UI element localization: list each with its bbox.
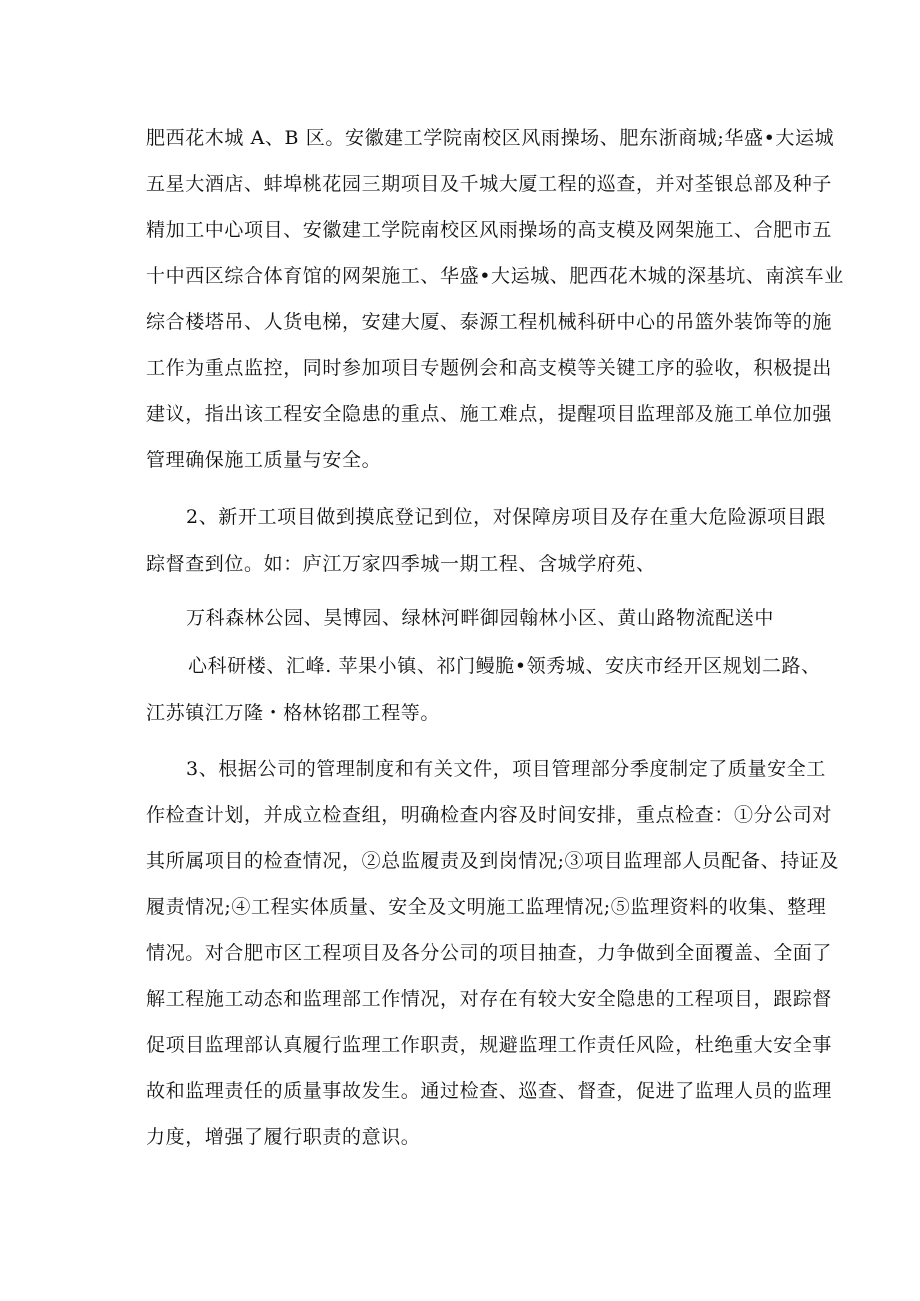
paragraph-1-line-5: 综合楼塔吊、人货电梯，安建大厦、泰源工程机械科研中心的吊篮外装饰等的施 — [146, 311, 833, 333]
paragraph-3-line-9: 力度，增强了履行职责的意识。 — [146, 1126, 421, 1148]
paragraph-1-line-4: 十中西区综合体育馆的网架施工、华盛•大运城、肥西花木城的深基坑、南滨车业 — [146, 265, 844, 287]
paragraph-2-line-2: 踪督查到位。如：庐江万家四季城一期工程、含城学府苑、 — [146, 553, 656, 575]
paragraph-3-line-3: 其所属项目的检查情况，②总监履责及到岗情况;③项目监理部人员配备、持证及 — [146, 850, 840, 872]
paragraph-3-line-5: 情况。对合肥市区工程项目及各分公司的项目抽查，力争做到全面覆盖、全面了 — [146, 942, 833, 964]
paragraph-3-line-7: 促项目监理部认真履行监理工作职责，规避监理工作责任风险，杜绝重大安全事 — [146, 1034, 833, 1056]
paragraph-3-line-2: 作检查计划，并成立检查组，明确检查内容及时间安排，重点检查：①分公司对 — [146, 804, 833, 826]
paragraph-2-line-4: 心科研楼、汇峰. 苹果小镇、祁门鳗脆•领秀城、安庆市经开区规划二路、 — [188, 655, 821, 677]
paragraph-3-line-4: 履责情况;④工程实体质量、安全及文明施工监理情况;⑤监理资料的收集、整理 — [146, 896, 827, 918]
paragraph-1-line-7: 建议，指出该工程安全隐患的重点、施工难点，提醒项目监理部及施工单位加强 — [146, 403, 833, 425]
paragraph-3-line-1: 3、根据公司的管理制度和有关文件，项目管理部分季度制定了质量安全工 — [186, 758, 826, 780]
paragraph-2-line-5: 江苏镇江万隆・格林铭郡工程等。 — [146, 702, 441, 724]
paragraph-1-line-1: 肥西花木城 A、B 区。安徽建工学院南校区风雨操场、肥东浙商城;华盛•大运城 — [146, 127, 835, 149]
paragraph-1-line-3: 精加工中心项目、安徽建工学院南校区风雨操场的高支模及网架施工、合肥市五 — [146, 219, 833, 241]
paragraph-3-line-6: 解工程施工动态和监理部工作情况，对存在有较大安全隐患的工程项目，跟踪督 — [146, 988, 833, 1010]
paragraph-2-line-3: 万科森林公园、昊博园、绿林河畔御园翰林小区、黄山路物流配送中 — [186, 607, 775, 629]
paragraph-1-line-6: 工作为重点监控，同时参加项目专题例会和高支模等关键工序的验收，积极提出 — [146, 357, 833, 379]
paragraph-2-line-1: 2、新开工项目做到摸底登记到位，对保障房项目及存在重大危险源项目跟 — [186, 506, 826, 528]
paragraph-1-line-8: 管理确保施工质量与安全。 — [146, 449, 382, 471]
paragraph-1-line-2: 五星大酒店、蚌埠桃花园三期项目及千城大厦工程的巡查，并对荃银总部及种子 — [146, 173, 833, 195]
paragraph-3-line-8: 故和监理责任的质量事故发生。通过检查、巡查、督查，促进了监理人员的监理 — [146, 1080, 833, 1102]
